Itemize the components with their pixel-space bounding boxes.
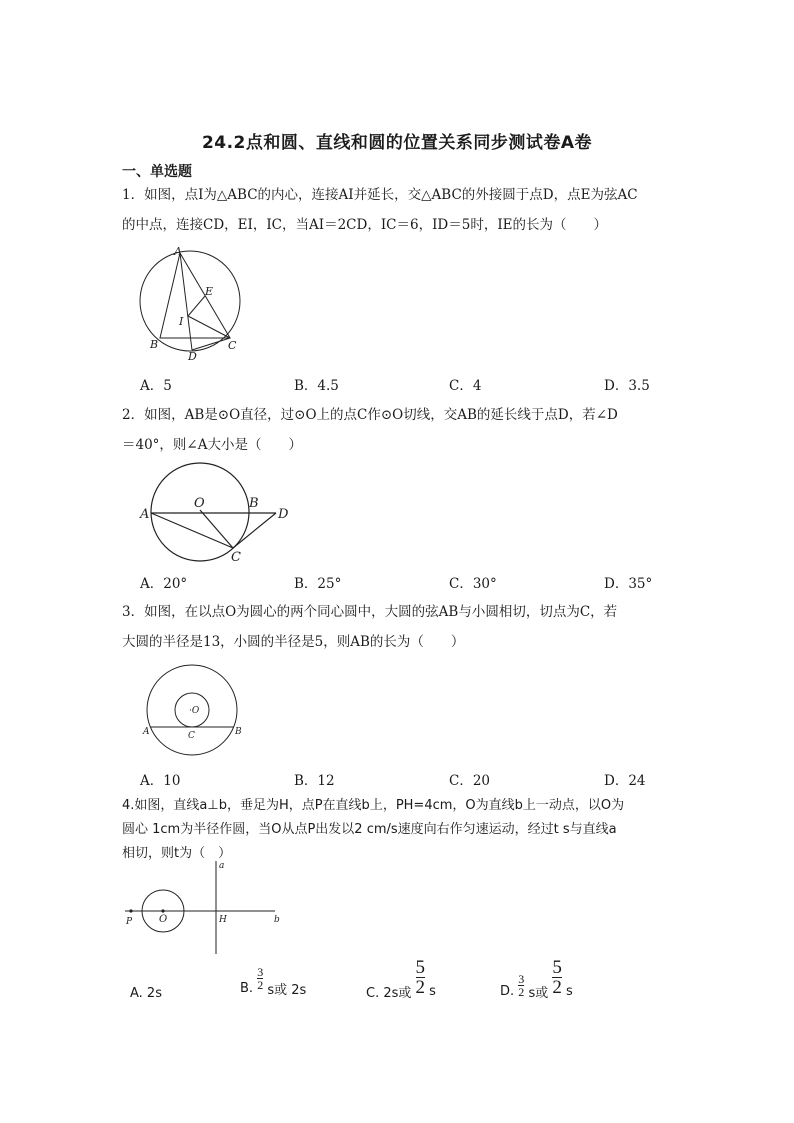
- q4-option-d[interactable]: [500, 957, 573, 1001]
- q4-label-o: O: [159, 914, 168, 925]
- q4-label-a: a: [219, 861, 225, 871]
- q2-option-a[interactable]: A．20°: [140, 576, 188, 592]
- q2-label-o: O: [194, 496, 205, 511]
- page-title: 24.2点和圆、直线和圆的位置关系同步测试卷A卷: [201, 133, 593, 153]
- q1-label-c: C: [228, 339, 237, 352]
- q4-option-b-suffix: s或 2s: [267, 983, 307, 998]
- q4-option-b-fraction: [257, 966, 263, 991]
- q3-option-b[interactable]: B．12: [294, 773, 335, 789]
- q4-label-h: H: [219, 915, 227, 925]
- q4-option-d-prefix: D.: [500, 984, 515, 999]
- q4-stem-line3: 相切，则t为（ ）: [122, 846, 232, 861]
- q4-option-d-fraction2: [552, 958, 562, 997]
- q2-figure: [136, 460, 296, 564]
- q3-figure: [138, 662, 248, 762]
- q4-option-a[interactable]: A. 2s: [130, 986, 162, 1001]
- q4-option-c-fraction: [416, 958, 426, 997]
- q1-label-e: E: [205, 285, 214, 298]
- q3-option-c[interactable]: C．20: [449, 773, 491, 789]
- q2-option-b[interactable]: B．25°: [294, 576, 342, 592]
- q4-label-p: P: [126, 917, 133, 927]
- q4-option-b[interactable]: [240, 965, 307, 998]
- q3-label-a: A: [143, 727, 150, 737]
- q1-label-a: A: [174, 246, 182, 258]
- q2-stem: [122, 400, 678, 460]
- q4-option-b-num: 3: [257, 965, 264, 979]
- q1-option-c[interactable]: C．4: [449, 378, 482, 394]
- q2-label-d: D: [278, 507, 289, 522]
- q4-option-d-suffix: s: [566, 984, 573, 999]
- q4-option-c[interactable]: [366, 957, 436, 1001]
- q4-option-d-fraction1: [518, 973, 524, 998]
- q1-option-d[interactable]: D．3.5: [604, 378, 650, 394]
- q1-option-a[interactable]: A．5: [140, 378, 172, 394]
- q1-label-d: D: [188, 350, 197, 362]
- q4-option-d-den1: 2: [518, 985, 525, 999]
- q2-option-d[interactable]: D．35°: [604, 576, 653, 592]
- q1-stem: [122, 180, 678, 240]
- q2-option-c[interactable]: C．30°: [449, 576, 497, 592]
- q4-figure: [120, 856, 290, 960]
- q2-label-b: B: [249, 496, 259, 511]
- q3-label-o: ·O: [189, 706, 200, 716]
- q1-label-i: I: [179, 315, 184, 328]
- q4-label-b: b: [274, 915, 280, 925]
- q4-option-d-num1: 3: [518, 972, 525, 986]
- q4-stem-line1: 4.如图，直线a⊥b，垂足为H，点P在直线b上，PH=4cm，O为直线b上一动点，以O为: [122, 798, 625, 813]
- q4-option-b-prefix: B.: [240, 981, 254, 996]
- q4-option-b-den: 2: [257, 978, 264, 992]
- q3-stem: [122, 597, 678, 657]
- q1-figure: [130, 246, 250, 362]
- q4-option-c-num: 5: [415, 957, 426, 978]
- q2-stem-line1: 2．如图，AB是⊙O直径，过⊙O上的点C作⊙O切线，交AB的延长线于点D，若∠D: [122, 407, 618, 423]
- q3-stem-line1: 3．如图，在以点O为圆心的两个同心圆中，大圆的弦AB与小圆相切，切点为C，若: [122, 604, 618, 620]
- q4-option-d-den2: 2: [552, 977, 562, 998]
- q1-stem-line2: 的中点，连接CD，EI，IC，当AI＝2CD，IC＝6，ID＝5时，IE的长为（ ）: [122, 217, 608, 233]
- q3-label-c: C: [188, 731, 195, 741]
- q2-label-a: A: [140, 507, 150, 522]
- q4-option-d-mid: s或: [528, 986, 549, 1001]
- q2-label-c: C: [231, 550, 241, 564]
- q1-label-b: B: [150, 338, 159, 351]
- section-heading: 一、单选题: [122, 164, 192, 180]
- q4-option-c-suffix: s: [429, 984, 436, 999]
- q3-option-d[interactable]: D．24: [604, 773, 646, 789]
- q3-option-a[interactable]: A．10: [140, 773, 181, 789]
- q4-option-c-prefix: C. 2s或: [366, 986, 412, 1001]
- q3-stem-line2: 大圆的半径是13，小圆的半径是5，则AB的长为（ ）: [122, 634, 465, 650]
- q2-stem-line2: ＝40°，则∠A大小是（ ）: [122, 437, 302, 453]
- q1-stem-line1: 1．如图，点I为△ABC的内心，连接AI并延长，交△ABC的外接圆于点D，点E为弦AC: [122, 187, 638, 203]
- q4-option-d-num2: 5: [552, 957, 562, 978]
- q3-label-b: B: [235, 727, 242, 737]
- q1-option-b[interactable]: B．4.5: [294, 378, 339, 394]
- q4-option-c-den: 2: [415, 977, 426, 998]
- q4-stem-line2: 圆心 1cm为半径作圆，当O从点P出发以2 cm/s速度向右作匀速运动，经过t s与直线a: [122, 822, 617, 837]
